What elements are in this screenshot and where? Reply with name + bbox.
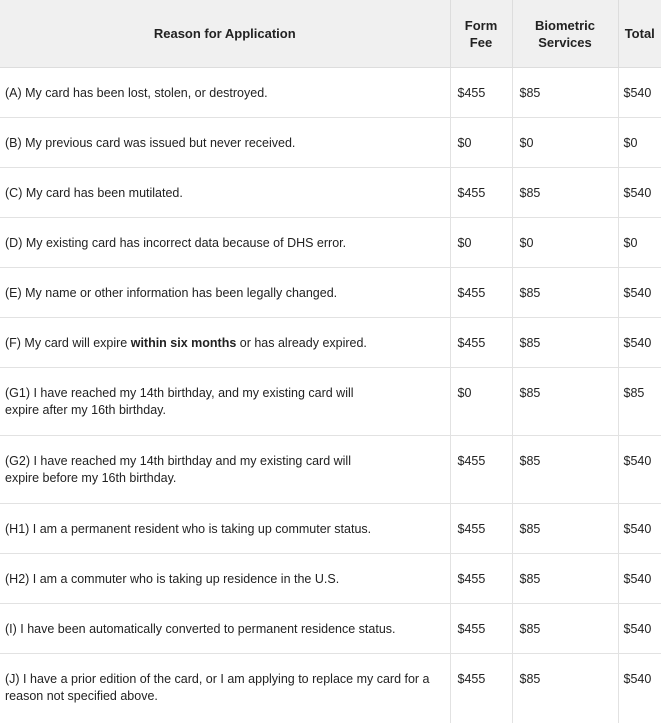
- biometric-cell: $85: [512, 604, 618, 654]
- reason-cell: (I) I have been automatically converted to permanent residence status.: [0, 604, 450, 654]
- biometric-cell: $85: [512, 554, 618, 604]
- table-header: [0, 0, 661, 68]
- reason-cell: (C) My card has been mutilated.: [0, 168, 450, 218]
- header-form-fee-line1: Form: [464, 17, 498, 33]
- reason-line-1: (J) I have a prior edition of the card, or I am applying to replace my card for a: [5, 672, 430, 686]
- form-fee-cell: $0: [450, 368, 512, 436]
- table-row: [0, 118, 661, 168]
- table-row: [0, 68, 661, 118]
- table-row: [0, 168, 661, 218]
- reason-emphasis: within six months: [130, 336, 237, 350]
- header-reason: Reason for Application: [0, 0, 450, 68]
- biometric-cell: $0: [512, 118, 618, 168]
- form-fee-cell: $455: [450, 504, 512, 554]
- total-cell: $540: [618, 504, 661, 554]
- biometric-cell: $85: [512, 436, 618, 504]
- reason-cell: [0, 368, 450, 436]
- reason-cell: [0, 654, 450, 723]
- table-row: [0, 368, 661, 436]
- table-row: [0, 654, 661, 723]
- biometric-cell: $85: [512, 318, 618, 368]
- total-cell: $0: [618, 118, 661, 168]
- form-fee-cell: $455: [450, 268, 512, 318]
- form-fee-cell: $455: [450, 554, 512, 604]
- header-biometric: [512, 0, 618, 68]
- total-cell: $0: [618, 218, 661, 268]
- header-form-fee: [450, 0, 512, 68]
- biometric-cell: $0: [512, 218, 618, 268]
- reason-cell: (A) My card has been lost, stolen, or destroyed.: [0, 68, 450, 118]
- total-cell: $540: [618, 436, 661, 504]
- reason-text: or has already expired.: [236, 336, 367, 350]
- biometric-cell: $85: [512, 654, 618, 723]
- table-row: [0, 504, 661, 554]
- reason-cell: (E) My name or other information has been legally changed.: [0, 268, 450, 318]
- biometric-cell: $85: [512, 368, 618, 436]
- reason-cell: [0, 318, 450, 368]
- biometric-cell: $85: [512, 268, 618, 318]
- biometric-cell: $85: [512, 68, 618, 118]
- form-fee-cell: $0: [450, 118, 512, 168]
- total-cell: $540: [618, 554, 661, 604]
- form-fee-cell: $455: [450, 654, 512, 723]
- form-fee-cell: $455: [450, 436, 512, 504]
- form-fee-cell: $455: [450, 68, 512, 118]
- reason-line-2: expire after my 16th birthday.: [5, 403, 166, 417]
- reason-cell: (B) My previous card was issued but never received.: [0, 118, 450, 168]
- total-cell: $540: [618, 168, 661, 218]
- header-form-fee-line2: Fee: [469, 34, 493, 50]
- total-cell: $540: [618, 68, 661, 118]
- biometric-cell: $85: [512, 504, 618, 554]
- table-row: [0, 604, 661, 654]
- table-row: [0, 318, 661, 368]
- reason-cell: (H2) I am a commuter who is taking up residence in the U.S.: [0, 554, 450, 604]
- total-cell: $85: [618, 368, 661, 436]
- reason-line-1: (G1) I have reached my 14th birthday, and my existing card will: [5, 386, 354, 400]
- reason-line-1: (G2) I have reached my 14th birthday and my existing card will: [5, 454, 351, 468]
- reason-cell: (D) My existing card has incorrect data because of DHS error.: [0, 218, 450, 268]
- total-cell: $540: [618, 268, 661, 318]
- form-fee-cell: $455: [450, 604, 512, 654]
- total-cell: $540: [618, 318, 661, 368]
- header-biometric-line1: Biometric: [535, 17, 595, 33]
- total-cell: $540: [618, 654, 661, 723]
- total-cell: $540: [618, 604, 661, 654]
- header-row: [0, 0, 661, 68]
- table-row: [0, 554, 661, 604]
- reason-line-2: expire before my 16th birthday.: [5, 471, 177, 485]
- form-fee-cell: $455: [450, 168, 512, 218]
- table-body: [0, 68, 661, 723]
- reason-cell: (H1) I am a permanent resident who is taking up commuter status.: [0, 504, 450, 554]
- form-fee-cell: $455: [450, 318, 512, 368]
- reason-line-2: reason not specified above.: [5, 689, 158, 703]
- reason-cell: [0, 436, 450, 504]
- table-row: [0, 436, 661, 504]
- header-biometric-line2: Services: [538, 34, 592, 50]
- biometric-cell: $85: [512, 168, 618, 218]
- form-fee-cell: $0: [450, 218, 512, 268]
- header-total: Total: [618, 0, 661, 68]
- table-row: [0, 268, 661, 318]
- table-row: [0, 218, 661, 268]
- reason-text: (F) My card will expire: [5, 336, 131, 350]
